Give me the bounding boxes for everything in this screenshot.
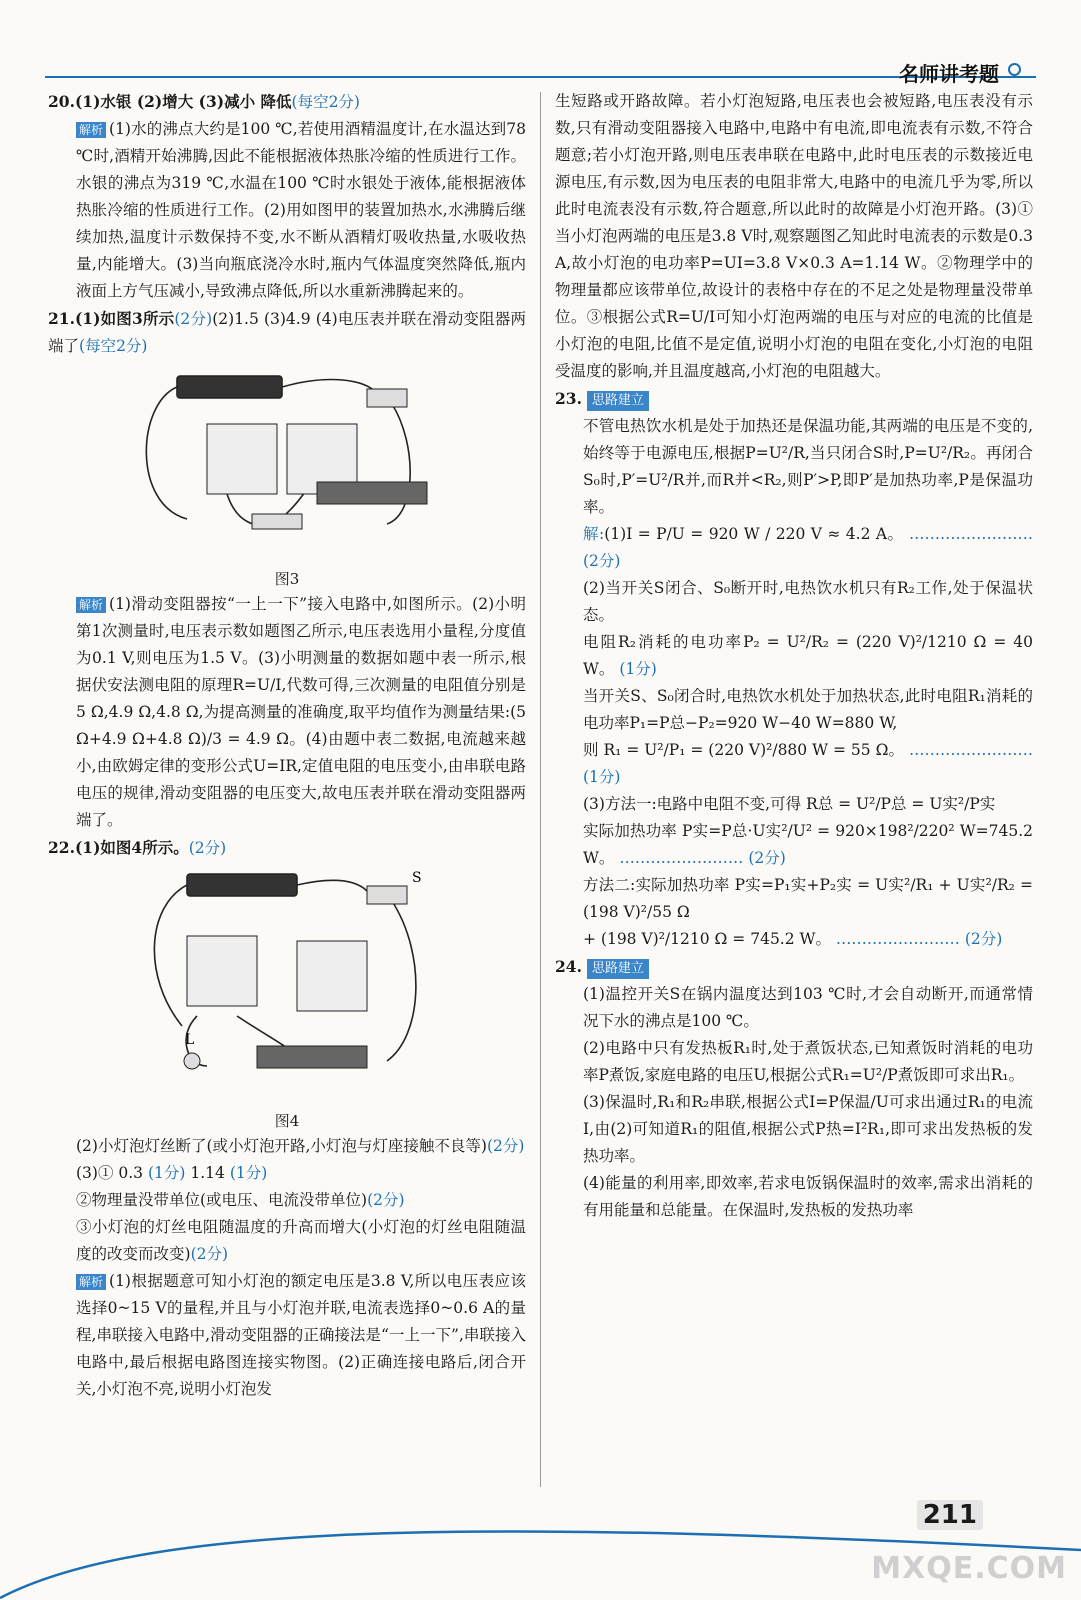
circuit-diagram-4 <box>137 866 437 1096</box>
column-divider <box>540 92 541 1487</box>
page-number: 211 <box>917 1500 983 1530</box>
q23-sol3c: 方法二:实际加热功率 P实=P₁实+P₂实 = U实²/R₁ + U实²/R₂ = (198 V)²/55 Ω <box>583 876 1033 921</box>
q24-heading: 24. 思路建立 <box>555 953 1033 981</box>
header-title: 名师讲考题 <box>899 62 999 86</box>
q23-sol3b: 实际加热功率 P实=P总·U实²/U² = 920×198²/220² W=745.2 W。 …………………… (2分) <box>583 822 1033 867</box>
q24-p1: (1)温控开关S在锅内温度达到103 ℃时,才会自动断开,而通常情况下水的沸点是100 ℃。 <box>583 985 1033 1030</box>
header-rule <box>45 76 1036 78</box>
q22-part3c: ②物理量没带单位(或电压、电流没带单位)(2分) <box>76 1191 405 1209</box>
q23-sol2c: 当开关S、S₀闭合时,电热饮水机处于加热状态,此时电阻R₁消耗的电功率P₁=P总−P₂=920 W−40 W=880 W, <box>583 687 1033 732</box>
circuit-diagram-3 <box>137 364 437 554</box>
q23-sol2a: (2)当开关S闭合、S₀断开时,电热饮水机只有R₂工作,处于保温状态。 <box>583 579 1033 624</box>
q23-sol2b: 电阻R₂消耗的电功率P₂ = U²/R₂ = (220 V)²/1210 Ω = 40 W。 (1分) <box>583 633 1033 678</box>
q23-idea: 不管电热饮水机是处于加热还是保温功能,其两端的电压是不变的,始终等于电源电压,根据P=U²/R,当只闭合S时,P=U²/R₂。再闭合S₀时,P′=U²/R并,而R并<R₂,则P′>P,即P′是加热功率,P是保温功率。 <box>583 417 1033 516</box>
page-footer <box>0 1480 1081 1600</box>
q22-continued: 生短路或开路故障。若小灯泡短路,电压表也会被短路,电压表没有示数,只有滑动变阻器接入电路中,电路中有电流,即电流表有示数,不符合题意;若小灯泡开路,则电压表串联在电路中,此时电压表的示数接近电源电压,有示数,因为电压表的电阻非常大,电路中的电流几乎为零,所以此时电流表没有示数,符合题意,所以此时的故障是小灯泡开路。(3)①当小灯泡两端的电压是3.8 V时,观察题图乙知此时电流表的示数是0.3 A,故小灯泡的电功率P=UI=3.8 V×0.3 A=1.14 W。②物理学中的物理量都应该带单位,故设计的表格中存在的不足之处是物理量没带单位。③根据公式R=U/I可知小灯泡两端的电压与对应的电流的比值是小灯泡的电阻,比值不是定值,说明小灯泡的电阻在变化,小灯泡的电阻受温度的影响,并且温度越高,小灯泡的电阻越大。 <box>555 92 1033 380</box>
switch-label: S <box>412 870 422 886</box>
q20-analysis: 解析 (1)水的沸点大约是100 ℃,若使用酒精温度计,在水温达到78 ℃时,酒精开始沸腾,因此不能根据液体热胀冷缩的性质进行工作。水银的沸点为319 ℃,水温在100 ℃时水银处于液体,能根据液体热胀冷缩的性质进行工作。(2)用如图甲的装置加热水,水沸腾后继续加热,温度计示数保持不变,水不断从酒精灯吸收热量,水吸收热量,内能增大。(3)当向瓶底浇冷水时,瓶内气体温度突然降低,瓶内液面上方气压减小,导致沸点降低,所以水重新沸腾起来的。 <box>76 120 526 300</box>
q20-answer: 20.(1)水银 (2)增大 (3)减小 降低(每空2分) <box>48 92 360 111</box>
figure-4-circuit <box>48 866 526 1105</box>
page-header <box>0 0 1081 86</box>
q23-sol1: 解:(1)I = P/U = 920 W / 220 V ≈ 4.2 A。 …………………… (2分) <box>583 525 1033 570</box>
figure-3-caption: 图3 <box>274 570 300 588</box>
q21-analysis: 解析 (1)滑动变阻器按“一上一下”接入电路中,如图所示。(2)小明第1次测量时,电压表示数如题图乙所示,电压表选用小量程,分度值为0.1 V,则电压为1.5 V。(3)小明测量的数据如题中表一所示,根据伏安法测电阻的原理R=U/I,代数可得,三次测量的电阻值分别是5 Ω,4.9 Ω,4.8 Ω,为提高测量的准确度,取平均值作为测量结果:(5 Ω+4.9 Ω+4.8 Ω)/3 = 4.9 Ω。(4)由题中表二数据,电流越来越小,由欧姆定律的变形公式U=IR,定值电阻的电压变小,由串联电路电压的规律,滑动变阻器的电压变大,故电压表并联在滑动变阻器两端了。 <box>76 595 526 829</box>
q23-sol3a: (3)方法一:电路中电阻不变,可得 R总 = U²/P总 = U实²/P实 <box>583 795 996 813</box>
figure-4-caption: 图4 <box>274 1112 300 1130</box>
q23-heading: 23. 思路建立 <box>555 385 1033 413</box>
q23-sol2d: 则 R₁ = U²/P₁ = (220 V)²/880 W = 55 Ω。 …………………… (1分) <box>583 741 1033 786</box>
header-dot-icon <box>1008 63 1021 76</box>
lamp-label: L <box>185 1032 195 1048</box>
right-column <box>555 88 1033 1224</box>
watermark: MXQE.COM <box>871 1551 1067 1586</box>
q22-part3d: ③小灯泡的灯丝电阻随温度的升高而增大(小灯泡的灯丝电阻随温度的改变而改变)(2分) <box>76 1218 526 1263</box>
q24-p3: (3)保温时,R₁和R₂串联,根据公式I=P保温/U可求出通过R₁的电流I,由(2)可知道R₁的阻值,根据公式P热=I²R₁,即可求出发热板的发热功率。 <box>583 1093 1033 1165</box>
q22-part3a: (3)① 0.3 (1分) 1.14 (1分) <box>76 1164 268 1182</box>
q22-analysis: 解析 (1)根据题意可知小灯泡的额定电压是3.8 V,所以电压表应该选择0~15 V的量程,并且与小灯泡并联,电流表选择0~0.6 A的量程,串联接入电路中,滑动变阻器的正确接法是“一上一下”,串联接入电路中,最后根据电路图连接实物图。(2)正确连接电路后,闭合开关,小灯泡不亮,说明小灯泡发 <box>76 1272 526 1398</box>
left-column <box>48 88 526 1403</box>
q24-p4: (4)能量的利用率,即效率,若求电饭锅保温时的效率,需求出消耗的有用能量和总能量。在保温时,发热板的发热功率 <box>583 1174 1033 1219</box>
q24-p2: (2)电路中只有发热板R₁时,处于煮饭状态,已知煮饭时消耗的电功率P煮饭,家庭电路的电压U,根据公式R₁=U²/P煮饭即可求出R₁。 <box>583 1039 1033 1084</box>
q22-answer: 22.(1)如图4所示。(2分) <box>48 838 227 857</box>
q23-sol3d: + (198 V)²/1210 Ω = 745.2 W。 …………………… (2分) <box>583 930 1003 948</box>
q22-part2: (2)小灯泡灯丝断了(或小灯泡开路,小灯泡与灯座接触不良等)(2分) <box>76 1137 525 1155</box>
q21-answer: 21.(1)如图3所示(2分)(2)1.5 (3)4.9 (4)电压表并联在滑动变阻器两端了(每空2分) <box>48 309 526 355</box>
figure-3-circuit <box>48 364 526 563</box>
